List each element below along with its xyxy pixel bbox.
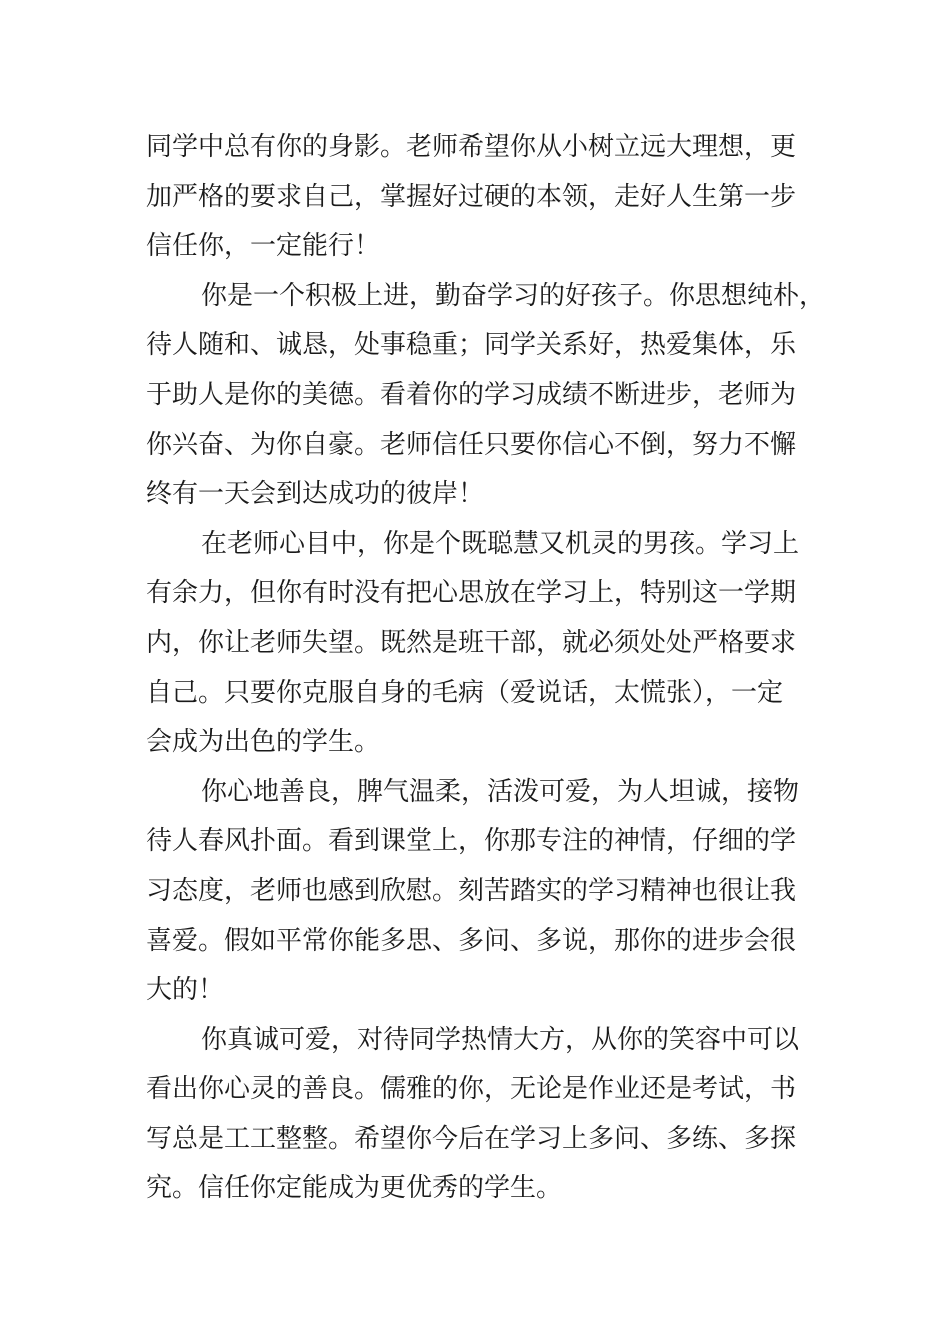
text-line: 在老师心目中，你是个既聪慧又机灵的男孩。学习上: [201, 528, 800, 559]
text-line: 会成为出色的学生。: [146, 727, 381, 758]
text-line: 看出你心灵的善良。儒雅的你，无论是作业还是考试，书: [146, 1074, 797, 1105]
text-line: 有余力，但你有时没有把心思放在学习上，特别这一学期: [146, 578, 797, 609]
text-line: 内，你让老师失望。既然是班干部，就必须处处严格要求: [146, 627, 797, 658]
text-line: 自己。只要你克服自身的毛病（爱说话，太慌张），一定: [146, 677, 784, 708]
text-line: 写总是工工整整。希望你今后在学习上多问、多练、多探: [146, 1123, 797, 1154]
paragraph-3: [146, 520, 846, 768]
paragraph-1: [146, 123, 846, 272]
text-line: 终有一天会到达成功的彼岸！: [146, 479, 485, 510]
text-line: 你兴奋、为你自豪。老师信任只要你信心不倒，努力不懈: [146, 429, 797, 460]
text-line: 你是一个积极上进，勤奋学习的好孩子。你思想纯朴，: [201, 280, 826, 311]
text-line: 究。信任你定能成为更优秀的学生。: [146, 1173, 563, 1204]
text-line: 你真诚可爱，对待同学热情大方，从你的笑容中可以: [201, 1024, 800, 1055]
paragraph-5: [146, 1016, 846, 1214]
text-line: 喜爱。假如平常你能多思、多问、多说，那你的进步会很: [146, 925, 797, 956]
text-line: 大的！: [146, 975, 225, 1006]
text-line: 同学中总有你的身影。老师希望你从小树立远大理想，更: [146, 132, 797, 162]
text-line: 习态度，老师也感到欣慰。刻苦踏实的学习精神也很让我: [146, 875, 797, 906]
paragraph-2: [146, 272, 846, 520]
text-line: 信任你，一定能行！: [146, 231, 381, 262]
text-line: 你心地善良，脾气温柔，活泼可爱，为人坦诚，接物: [201, 776, 800, 807]
paragraph-4: [146, 768, 846, 1016]
text-line: 待人春风扑面。看到课堂上，你那专注的神情，仔细的学: [146, 826, 797, 857]
text-line: 加严格的要求自己，掌握好过硬的本领，走好人生第一步: [146, 181, 797, 212]
text-line: 待人随和、诚恳，处事稳重；同学关系好，热爱集体，乐: [146, 330, 797, 361]
document-body: [146, 123, 846, 1214]
text-line: 于助人是你的美德。看着你的学习成绩不断进步，老师为: [146, 379, 797, 410]
